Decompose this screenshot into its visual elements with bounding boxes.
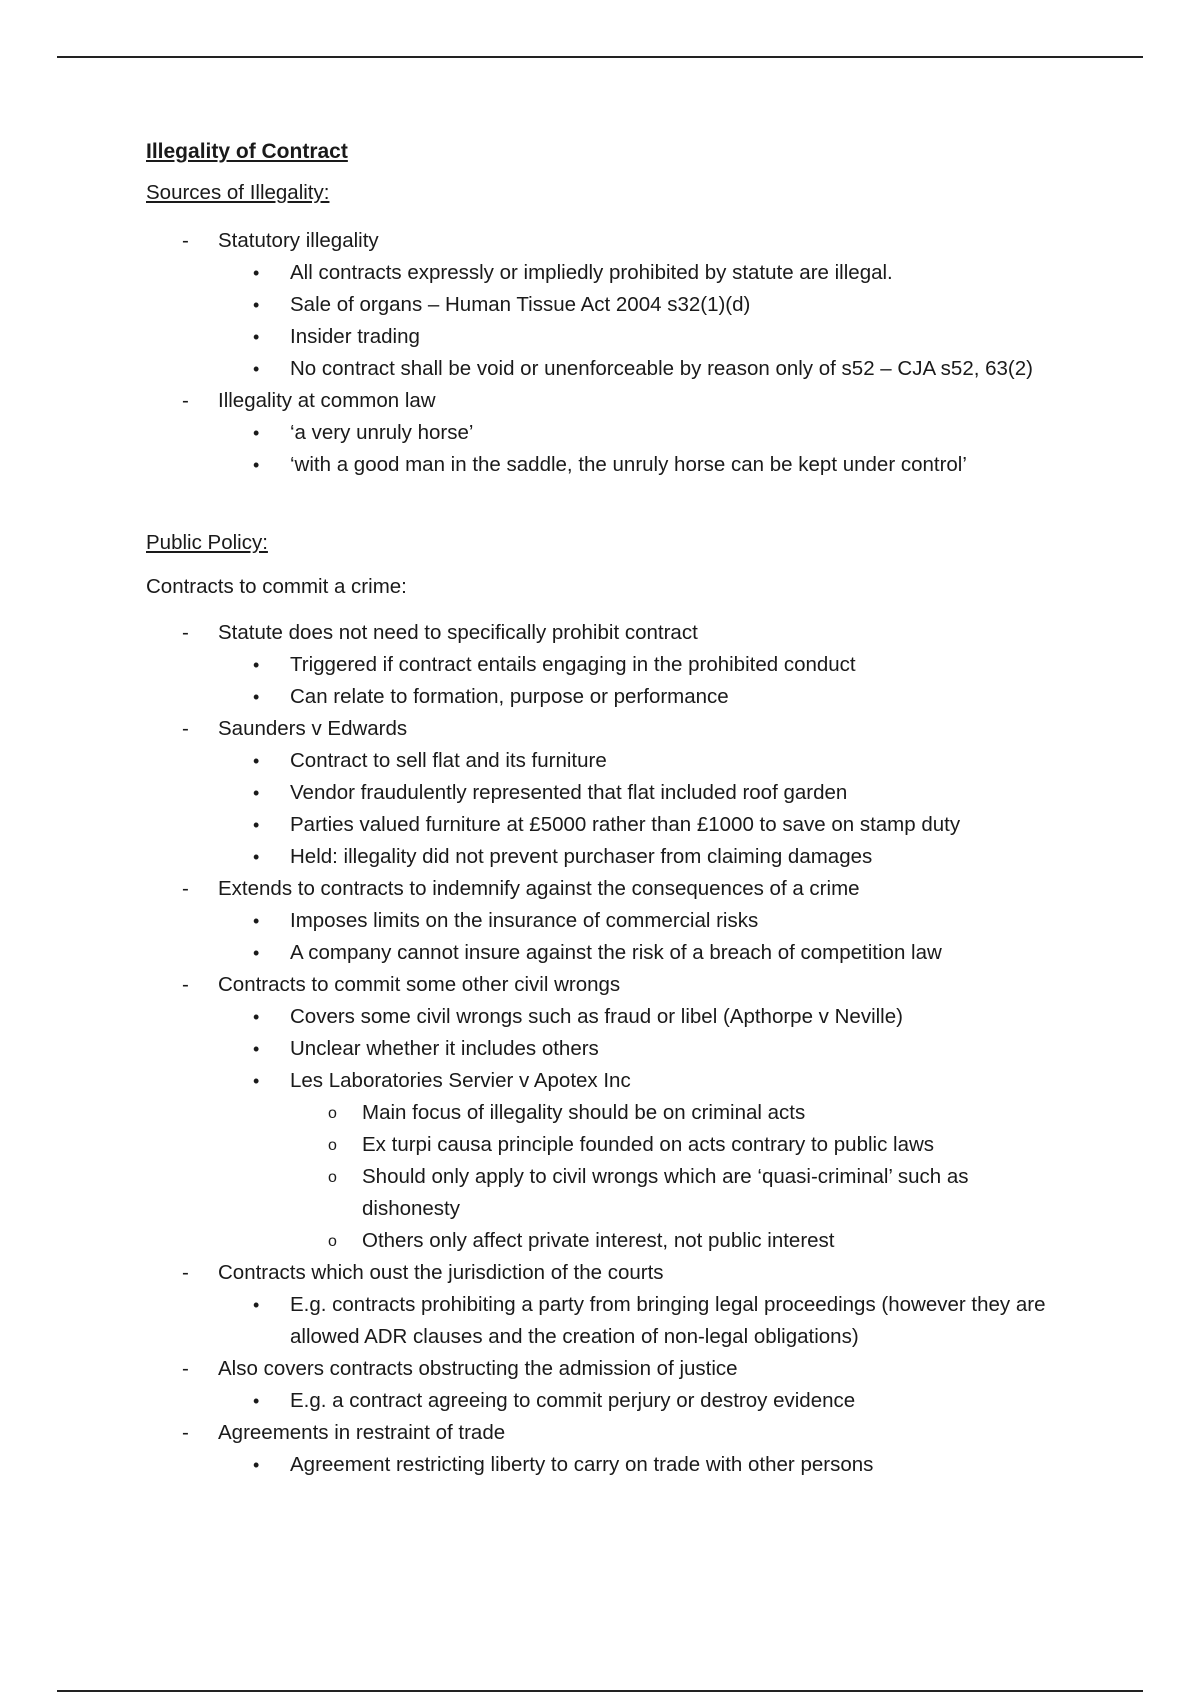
list-item (146, 1257, 1046, 1353)
bullet-icon: • (253, 455, 260, 475)
list-item (146, 1353, 1046, 1417)
circle-item (146, 1225, 1046, 1257)
bullet-item (146, 321, 1046, 353)
bullet-text: Sale of organs – Human Tissue Act 2004 s32(1)(d) (290, 293, 751, 316)
sub-list (218, 257, 1046, 385)
bullet-item (146, 1449, 1046, 1481)
bullet-text: Agreement restricting liberty to carry on trade with other persons (290, 1453, 874, 1476)
bullet-icon: • (253, 1295, 260, 1315)
list-item (146, 969, 1046, 1257)
circle-icon: o (328, 1169, 337, 1186)
bullet-item (146, 1385, 1046, 1417)
bullet-text: E.g. contracts prohibiting a party from bringing legal proceedings (however they are allowed ADR clauses and the creation of non-legal obligations) (290, 1293, 1046, 1348)
sub-list (218, 745, 1046, 873)
bullet-text: A company cannot insure against the risk of a breach of competition law (290, 941, 942, 964)
bullet-text: Imposes limits on the insurance of commercial risks (290, 909, 759, 932)
bullet-text: No contract shall be void or unenforceable by reason only of s52 – CJA s52, 63(2) (290, 357, 1033, 380)
bullet-text: Can relate to formation, purpose or performance (290, 685, 729, 708)
bullet-icon: • (253, 911, 260, 931)
bullet-icon: • (253, 1391, 260, 1411)
sources-list (146, 225, 1046, 481)
bullet-icon: • (253, 815, 260, 835)
dash-marker: - (182, 229, 189, 252)
list-item-text: Extends to contracts to indemnify against the consequences of a crime (218, 877, 860, 900)
bullet-item (146, 449, 1046, 481)
bullet-item (146, 841, 1046, 873)
list-item (146, 225, 1046, 385)
bullet-icon: • (253, 327, 260, 347)
bullet-icon: • (253, 687, 260, 707)
circle-text: Main focus of illegality should be on criminal acts (362, 1101, 806, 1124)
circle-item (146, 1161, 1046, 1225)
sub-list (218, 1289, 1046, 1353)
bullet-item (146, 745, 1046, 777)
dash-marker: - (182, 973, 189, 996)
sub-list (218, 417, 1046, 481)
bullet-item (146, 1289, 1046, 1353)
bullet-icon: • (253, 359, 260, 379)
sub-list (218, 1449, 1046, 1481)
sources-heading: Sources of Illegality: (146, 181, 330, 204)
bullet-icon: • (253, 783, 260, 803)
sub-sub-list (290, 1097, 1046, 1257)
list-item-text: Statute does not need to specifically prohibit contract (218, 621, 698, 644)
list-item (146, 873, 1046, 969)
bullet-icon: • (253, 295, 260, 315)
dash-marker: - (182, 717, 189, 740)
list-item-text: Illegality at common law (218, 389, 436, 412)
list-item (146, 617, 1046, 713)
bullet-text: Vendor fraudulently represented that flat included roof garden (290, 781, 848, 804)
bullet-text: Parties valued furniture at £5000 rather than £1000 to save on stamp duty (290, 813, 961, 836)
bullet-item (146, 937, 1046, 969)
bullet-text: Contract to sell flat and its furniture (290, 749, 607, 772)
sub-list (218, 905, 1046, 969)
bullet-item (146, 417, 1046, 449)
dash-marker: - (182, 389, 189, 412)
list-item-text: Also covers contracts obstructing the admission of justice (218, 1357, 738, 1380)
bullet-item (146, 905, 1046, 937)
bullet-text: Unclear whether it includes others (290, 1037, 599, 1060)
bullet-icon: • (253, 423, 260, 443)
circle-item (146, 1129, 1046, 1161)
circle-item (146, 1097, 1046, 1129)
bullet-text: Triggered if contract entails engaging in the prohibited conduct (290, 653, 856, 676)
policy-list (146, 617, 1046, 1481)
crime-intro: Contracts to commit a crime: (146, 575, 407, 598)
dash-marker: - (182, 1261, 189, 1284)
bullet-icon: • (253, 263, 260, 283)
bullet-item (146, 777, 1046, 809)
bullet-item (146, 1065, 1046, 1257)
header-rule (57, 56, 1143, 58)
dash-marker: - (182, 621, 189, 644)
bullet-text: ‘a very unruly horse’ (290, 421, 474, 444)
document-page (146, 140, 1046, 1481)
footer-rule (57, 1690, 1143, 1692)
list-item-text: Contracts which oust the jurisdiction of the courts (218, 1261, 664, 1284)
list-item (146, 713, 1046, 873)
dash-marker: - (182, 1421, 189, 1444)
bullet-icon: • (253, 1071, 260, 1091)
dash-marker: - (182, 877, 189, 900)
bullet-item (146, 257, 1046, 289)
sub-list (218, 649, 1046, 713)
bullet-item (146, 353, 1046, 385)
bullet-icon: • (253, 751, 260, 771)
bullet-icon: • (253, 1007, 260, 1027)
bullet-text: E.g. a contract agreeing to commit perjury or destroy evidence (290, 1389, 856, 1412)
list-item-text: Saunders v Edwards (218, 717, 408, 740)
circle-text: Should only apply to civil wrongs which are ‘quasi-criminal’ such as dishonesty (362, 1165, 969, 1220)
bullet-icon: • (253, 1455, 260, 1475)
bullet-item (146, 649, 1046, 681)
list-item-text: Contracts to commit some other civil wrongs (218, 973, 621, 996)
list-item (146, 1417, 1046, 1481)
bullet-icon: • (253, 943, 260, 963)
circle-text: Others only affect private interest, not public interest (362, 1229, 835, 1252)
list-item (146, 385, 1046, 481)
bullet-text: Held: illegality did not prevent purchaser from claiming damages (290, 845, 873, 868)
bullet-icon: • (253, 847, 260, 867)
list-item-text: Agreements in restraint of trade (218, 1421, 506, 1444)
bullet-item (146, 681, 1046, 713)
bullet-item (146, 289, 1046, 321)
document-title: Illegality of Contract (146, 140, 348, 163)
circle-icon: o (328, 1137, 337, 1154)
bullet-icon: • (253, 1039, 260, 1059)
bullet-text: All contracts expressly or impliedly prohibited by statute are illegal. (290, 261, 893, 284)
list-item-text: Statutory illegality (218, 229, 379, 252)
sub-list (218, 1001, 1046, 1257)
bullet-item (146, 1001, 1046, 1033)
bullet-item (146, 1033, 1046, 1065)
public-policy-heading: Public Policy: (146, 531, 268, 554)
bullet-text: Covers some civil wrongs such as fraud or libel (Apthorpe v Neville) (290, 1005, 903, 1028)
circle-icon: o (328, 1233, 337, 1250)
dash-marker: - (182, 1357, 189, 1380)
bullet-item (146, 809, 1046, 841)
bullet-text: ‘with a good man in the saddle, the unruly horse can be kept under control’ (290, 453, 967, 476)
bullet-text: Insider trading (290, 325, 420, 348)
bullet-icon: • (253, 655, 260, 675)
bullet-text: Les Laboratories Servier v Apotex Inc (290, 1069, 631, 1092)
circle-icon: o (328, 1105, 337, 1122)
circle-text: Ex turpi causa principle founded on acts contrary to public laws (362, 1133, 935, 1156)
sub-list (218, 1385, 1046, 1417)
